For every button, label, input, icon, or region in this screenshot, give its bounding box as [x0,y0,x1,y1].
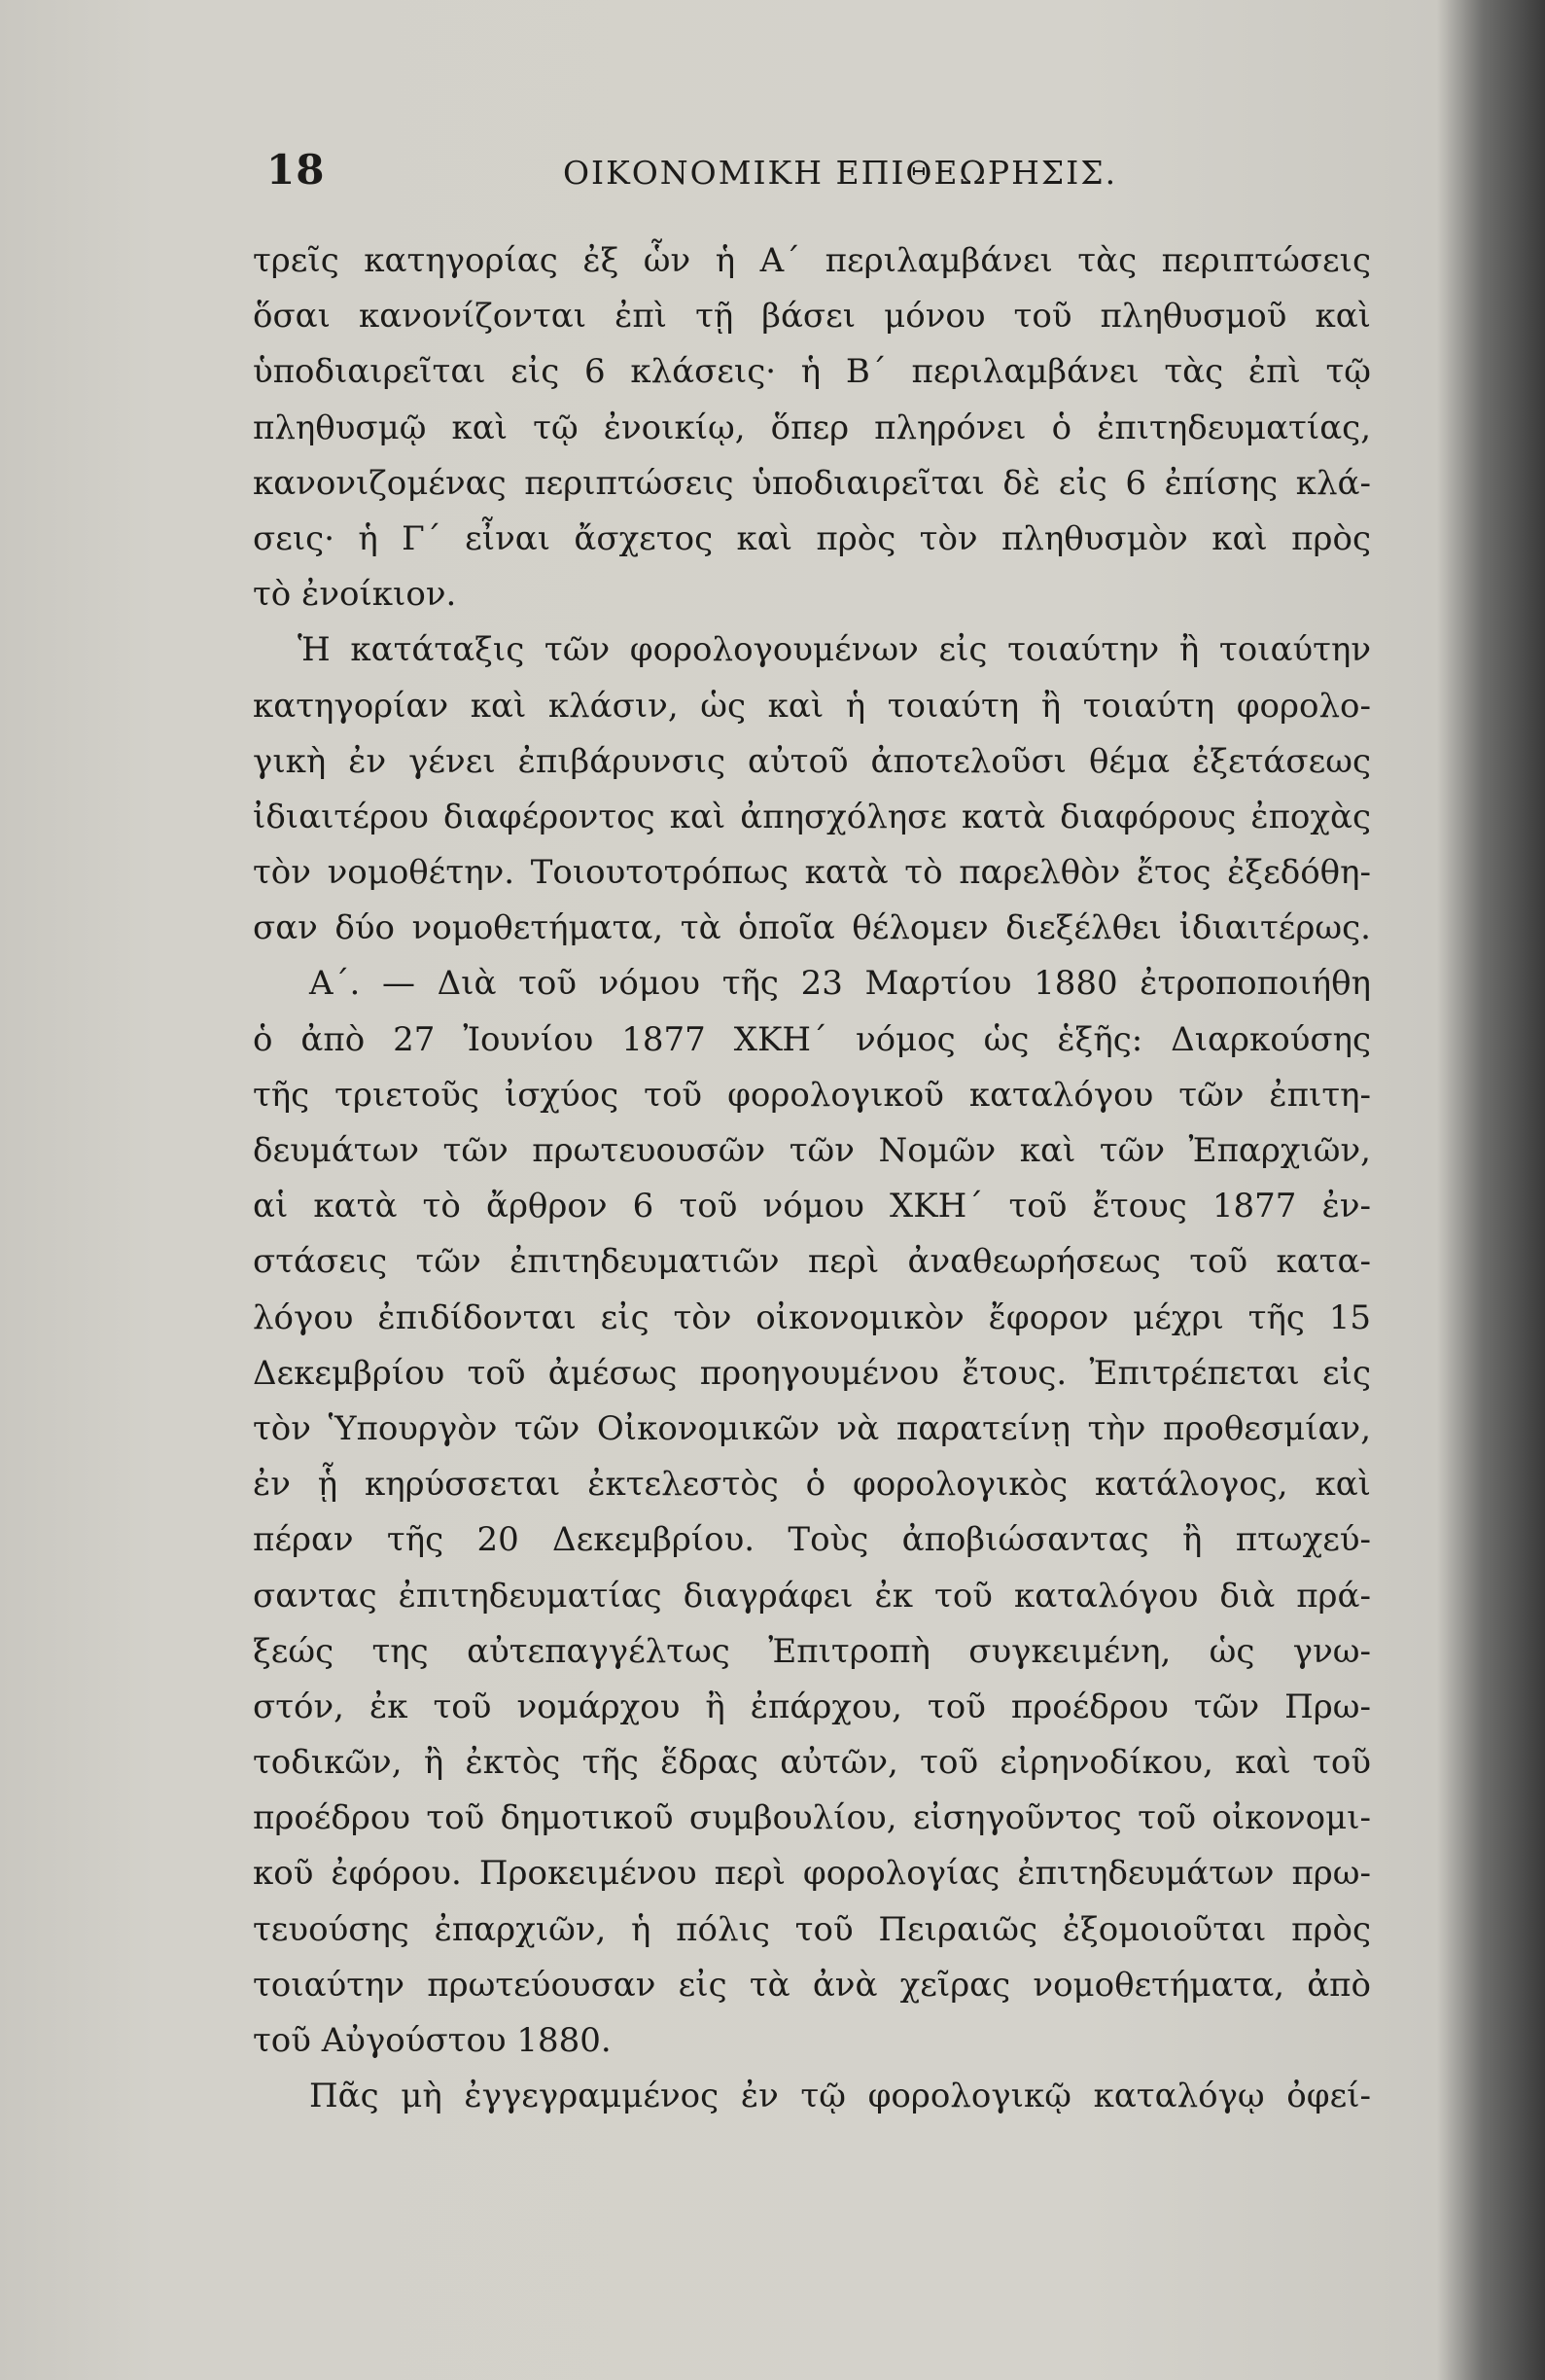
text-line: πέραν τῆς 20 Δεκεμβρίου. Τοὺς ἀποβιώσαντας ἢ πτωχεύ- [253,1520,1371,1560]
text-line: κοῦ ἐφόρου. Προκειμένου περὶ φορολογίας ἐπιτηδευμάτων πρω- [253,1854,1371,1894]
text-line: σαν δύο νομοθετήματα, τὰ ὁποῖα θέλομεν διεξέλθει ἰδιαιτέρως. [253,908,1371,948]
text-line: τὸ ἐνοίκιον. [253,575,457,615]
text-line: τρεῖς κατηγορίας ἐξ ὧν ἡ Α΄ περιλαμβάνει τὰς περιπτώσεις [253,241,1371,280]
text-line: αἱ κατὰ τὸ ἄρθρον 6 τοῦ νόμου ΧΚΗ΄ τοῦ ἔτους 1877 ἐν- [253,1187,1371,1226]
text-line: τοῦ Αὐγούστου 1880. [253,2021,612,2060]
text-line: ὑποδιαιρεῖται εἰς 6 κλάσεις· ἡ Β΄ περιλαμβάνει τὰς ἐπὶ τῷ [253,352,1371,392]
text-line: σεις· ἡ Γ΄ εἶναι ἄσχετος καὶ πρὸς τὸν πληθυσμὸν καὶ πρὸς [253,518,1371,558]
text-line: στάσεις τῶν ἐπιτηδευματιῶν περὶ ἀναθεωρήσεως τοῦ κατα- [253,1242,1371,1282]
text-line: κανονιζομένας περιπτώσεις ὑποδιαιρεῖται δὲ εἰς 6 ἐπίσης κλά- [253,463,1371,503]
text-line: ὁ ἀπὸ 27 Ἰουνίου 1877 ΧΚΗ΄ νόμος ὡς ἑξῆς: Διαρκούσης [253,1019,1371,1059]
text-line: τὸν νομοθέτην. Τοιουτοτρόπως κατὰ τὸ παρελθὸν ἔτος ἐξεδόθη- [253,853,1371,893]
text-line: κατηγορίαν καὶ κλάσιν, ὡς καὶ ἡ τοιαύτη ἢ τοιαύτη φορολο- [253,686,1371,726]
running-head: ΟΙΚΟΝΟΜΙΚΗ ΕΠΙΘΕΩΡΗΣΙΣ. [563,154,1118,192]
text-line: στόν, ἐκ τοῦ νομάρχου ἢ ἐπάρχου, τοῦ προέδρου τῶν Πρω- [253,1687,1371,1726]
body-text [253,233,1371,2124]
text-line: τευούσης ἐπαρχιῶν, ἡ πόλις τοῦ Πειραιῶς ἐξομοιοῦται πρὸς [253,1909,1371,1949]
text-line: πληθυσμῷ καὶ τῷ ἐνοικίῳ, ὅπερ πληρόνει ὁ ἐπιτηδευματίας, [253,408,1371,447]
text-line: δευμάτων τῶν πρωτευουσῶν τῶν Νομῶν καὶ τῶν Ἐπαρχιῶν, [253,1131,1371,1170]
text-line: ξεώς της αὐτεπαγγέλτως Ἐπιτροπὴ συγκειμένη, ὡς γνω- [253,1631,1371,1671]
text-line: τῆς τριετοῦς ἰσχύος τοῦ φορολογικοῦ καταλόγου τῶν ἐπιτη- [253,1075,1371,1115]
text-line: γικὴ ἐν γένει ἐπιβάρυνσις αὐτοῦ ἀποτελοῦσι θέμα ἐξετάσεως [253,741,1371,781]
text-line: Α΄. — Διὰ τοῦ νόμου τῆς 23 Μαρτίου 1880 ἐτροποποιήθη [309,964,1371,1004]
text-line: ὅσαι κανονίζονται ἐπὶ τῇ βάσει μόνου τοῦ πληθυσμοῦ καὶ [253,297,1371,337]
text-line: τὸν Ὑπουργὸν τῶν Οἰκονομικῶν νὰ παρατείνῃ τὴν προθεσμίαν, [253,1408,1371,1448]
text-line: Ἡ κατάταξις τῶν φορολογουμένων εἰς τοιαύτην ἢ τοιαύτην [298,630,1371,670]
text-line: προέδρου τοῦ δημοτικοῦ συμβουλίου, εἰσηγοῦντος τοῦ οἰκονομι- [253,1798,1371,1838]
text-line: λόγου ἐπιδίδονται εἰς τὸν οἰκονομικὸν ἔφορον μέχρι τῆς 15 [253,1297,1371,1337]
text-line: ἐν ᾗ κηρύσσεται ἐκτελεστὸς ὁ φορολογικὸς κατάλογος, καὶ [253,1465,1371,1505]
text-line: τοδικῶν, ἢ ἐκτὸς τῆς ἕδρας αὐτῶν, τοῦ εἰρηνοδίκου, καὶ τοῦ [253,1743,1371,1783]
text-line: τοιαύτην πρωτεύουσαν εἰς τὰ ἀνὰ χεῖρας νομοθετήματα, ἀπὸ [253,1965,1371,2005]
text-line: Δεκεμβρίου τοῦ ἀμέσως προηγουμένου ἔτους. Ἐπιτρέπεται εἰς [253,1353,1371,1393]
text-line: ἰδιαιτέρου διαφέροντος καὶ ἀπησχόλησε κατὰ διαφόρους ἐποχὰς [253,797,1371,836]
page-header [266,146,1375,204]
page-number: 18 [266,146,326,194]
text-line: Πᾶς μὴ ἐγγεγραμμένος ἐν τῷ φορολογικῷ καταλόγῳ ὀφεί- [309,2077,1371,2116]
text-line: σαντας ἐπιτηδευματίας διαγράφει ἐκ τοῦ καταλόγου διὰ πρά- [253,1576,1371,1616]
